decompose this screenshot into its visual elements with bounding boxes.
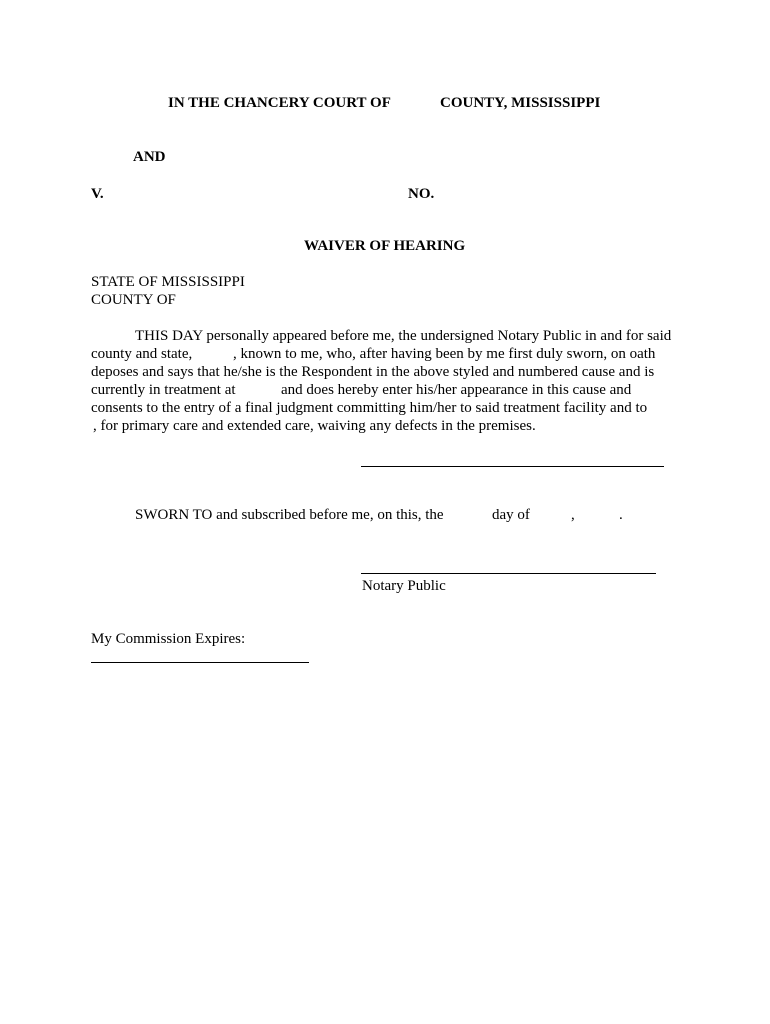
body-line-2b: , known to me, who, after having been by me first duly sworn, on oath [233, 346, 656, 362]
sworn-comma: , [571, 507, 575, 523]
caption-versus: V. [91, 186, 104, 202]
body-line-2a: county and state, [91, 346, 193, 362]
body-line-6: , for primary care and extended care, waiving any defects in the premises. [93, 418, 536, 434]
sworn-period: . [619, 507, 623, 523]
sworn-text: SWORN TO and subscribed before me, on this, the [135, 507, 444, 523]
body-line-3: deposes and says that he/she is the Respondent in the above styled and numbered cause and is [91, 364, 655, 380]
venue-county: COUNTY OF [91, 292, 176, 308]
notary-public-label: Notary Public [362, 578, 446, 594]
sworn-day-of: day of [492, 507, 530, 523]
body-line-4b: and does hereby enter his/her appearance in this cause and [281, 382, 632, 398]
commission-expires-label: My Commission Expires: [91, 631, 246, 647]
case-number-label: NO. [408, 186, 435, 202]
document-title: WAIVER OF HEARING [304, 238, 466, 254]
body-line-5: consents to the entry of a final judgment committing him/her to said treatment facility and to [91, 400, 648, 416]
caption-and: AND [133, 149, 166, 165]
venue-state: STATE OF MISSISSIPPI [91, 274, 245, 290]
body-line-4a: currently in treatment at [91, 382, 236, 398]
respondent-signature-line [361, 466, 664, 467]
commission-expiry-line [91, 662, 309, 663]
court-heading-left: IN THE CHANCERY COURT OF [168, 95, 391, 111]
notary-signature-line [361, 573, 656, 574]
body-line-1: THIS DAY personally appeared before me, the undersigned Notary Public in and for said [135, 328, 672, 344]
court-heading-right: COUNTY, MISSISSIPPI [440, 95, 601, 111]
